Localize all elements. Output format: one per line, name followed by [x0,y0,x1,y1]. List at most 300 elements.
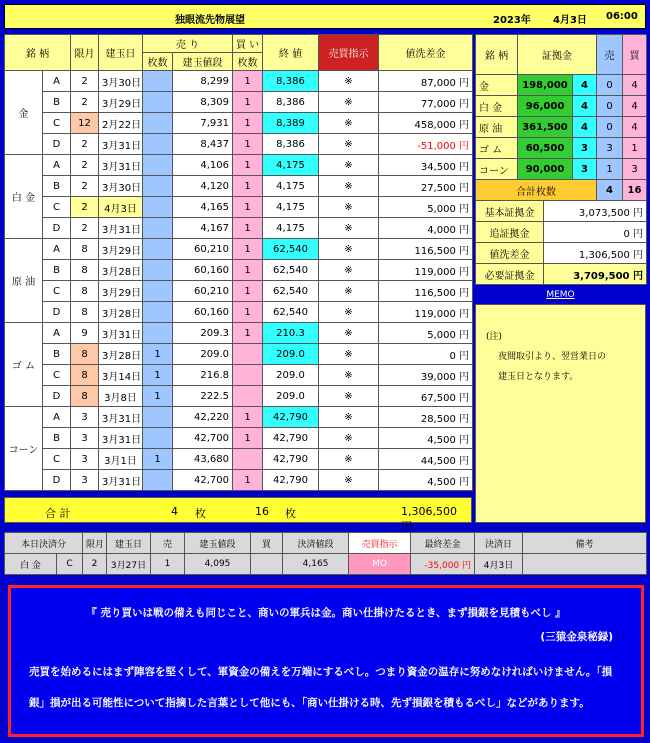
position-class: A [43,407,71,428]
settle-col: 売買指示 [349,533,411,554]
memo-line: 建玉日となります。 [498,372,579,382]
margin-units: 4 [573,96,597,117]
buy-qty: 1 [233,323,263,344]
sell-qty: 1 [143,365,173,386]
position-class: B [43,92,71,113]
close-price: 4,175 [263,176,319,197]
entry-date: 3月31日 [99,155,143,176]
margin-row [476,96,647,117]
title-bar [4,4,646,29]
margin-buy: 4 [623,96,647,117]
margin-sell: 0 [597,96,623,117]
mark-to-market: 4,000 円 [379,218,473,239]
trade-signal: ※ [319,197,379,218]
margin-total-buy: 16 [623,180,647,201]
margin-brand: 原 油 [476,117,518,138]
summary-label: 基本証拠金 [476,201,544,222]
close-price: 42,790 [263,407,319,428]
entry-price: 209.0 [173,344,233,365]
table-row [5,302,473,323]
col-date: 建玉日 [99,35,143,71]
entry-price: 4,167 [173,218,233,239]
report-time: 06:00 [606,11,638,22]
table-row [5,281,473,302]
entry-date: 3月8日 [99,386,143,407]
quote-commentary: 売買を始めるにはまず陣容を堅くして、軍資金の備えを万端にするべし。つまり資金の温存に努めなければいけません。「損銀」損が出る可能性について指摘した言葉として他にも、「商い仕掛ける時、先ず損銀を積もるべし」などがあります。 [29,666,613,709]
table-row [5,344,473,365]
settle-col: 備考 [523,533,647,554]
margin-brand: コーン [476,159,518,180]
settle-col: 買 [251,533,283,554]
trade-signal: ※ [319,449,379,470]
margin-col-buy: 買 [623,35,647,75]
margin-sell: 0 [597,117,623,138]
total-row [4,497,472,533]
close-price: 62,540 [263,281,319,302]
position-class: B [43,176,71,197]
margin-row [476,159,647,180]
entry-price: 60,210 [173,281,233,302]
contract-month: 3 [71,428,99,449]
memo-link[interactable]: MEMO [475,287,646,304]
entry-price: 8,309 [173,92,233,113]
entry-price: 43,680 [173,449,233,470]
margin-brand: 金 [476,75,518,96]
buy-qty: 1 [233,155,263,176]
contract-month: 3 [71,470,99,491]
trade-signal: ※ [319,218,379,239]
trade-signal: ※ [319,239,379,260]
position-class: C [43,197,71,218]
contract-month: 8 [71,302,99,323]
trade-signal: ※ [319,92,379,113]
total-diff: 1,306,500 円 [401,505,457,533]
position-class: D [43,386,71,407]
margin-row [476,75,647,96]
table-row [5,218,473,239]
close-price: 62,540 [263,239,319,260]
position-class: B [43,260,71,281]
buy-qty: 1 [233,134,263,155]
close-price: 8,386 [263,71,319,92]
entry-date: 2月22日 [99,113,143,134]
margin-col-amount: 証拠金 [518,35,597,75]
sell-qty [143,323,173,344]
position-class: D [43,134,71,155]
settle-col: 売 [151,533,185,554]
contract-month: 3 [71,449,99,470]
position-class: A [43,155,71,176]
buy-qty: 1 [233,239,263,260]
mark-to-market: 34,500 円 [379,155,473,176]
buy-qty [233,365,263,386]
sell-qty [143,92,173,113]
brand-name: コーン [5,407,43,491]
close-price: 8,386 [263,134,319,155]
buy-qty: 1 [233,302,263,323]
margin-buy: 3 [623,159,647,180]
mark-to-market: 87,000 円 [379,71,473,92]
settle-cell: -35,000 円 [411,554,475,575]
entry-date: 3月29日 [99,239,143,260]
buy-qty [233,449,263,470]
contract-month: 8 [71,365,99,386]
trade-signal: ※ [319,113,379,134]
entry-price: 60,210 [173,239,233,260]
entry-date: 3月30日 [99,176,143,197]
trade-signal: ※ [319,386,379,407]
col-price: 建玉値段 [173,53,233,71]
close-price: 209.0 [263,365,319,386]
total-buy-unit: 枚 [285,507,296,520]
page-title: 独眼流先物展望 [175,15,245,26]
contract-month: 2 [71,134,99,155]
sell-qty [143,239,173,260]
settle-cell: MO [349,554,411,575]
summary-label: 必要証拠金 [476,264,544,285]
margin-total-label: 合計枚数 [476,180,597,201]
margin-buy: 4 [623,117,647,138]
entry-price: 209.3 [173,323,233,344]
position-class: B [43,344,71,365]
table-row [5,134,473,155]
close-price: 62,540 [263,260,319,281]
brand-name: 金 [5,71,43,155]
settle-col: 建玉日 [107,533,151,554]
brand-name: 白 金 [5,155,43,239]
col-buy: 買 い [233,35,263,53]
entry-date: 3月28日 [99,344,143,365]
margin-summary [475,200,647,285]
settle-cell: C [57,554,83,575]
margin-total-sell: 4 [597,180,623,201]
entry-date: 3月31日 [99,218,143,239]
margin-amount: 60,500 [518,138,573,159]
entry-price: 42,220 [173,407,233,428]
entry-price: 60,160 [173,260,233,281]
contract-month: 2 [71,197,99,218]
sell-qty [143,176,173,197]
table-row [5,365,473,386]
mark-to-market: 116,500 円 [379,281,473,302]
contract-month: 2 [71,176,99,197]
brand-name: 原 油 [5,239,43,323]
settle-cell: 4,165 [283,554,349,575]
margin-buy: 1 [623,138,647,159]
position-class: C [43,449,71,470]
mark-to-market: 28,500 円 [379,407,473,428]
margin-amount: 96,000 [518,96,573,117]
margin-sell: 0 [597,75,623,96]
entry-date: 3月31日 [99,407,143,428]
settle-cell: 4月3日 [475,554,523,575]
trade-signal: ※ [319,428,379,449]
contract-month: 8 [71,386,99,407]
position-class: A [43,323,71,344]
settle-cell: 2 [83,554,107,575]
entry-date: 3月31日 [99,428,143,449]
col-signal: 売買指示 [319,35,379,71]
position-class: A [43,71,71,92]
summary-row [476,201,647,222]
summary-label: 追証拠金 [476,222,544,243]
close-price: 8,386 [263,92,319,113]
mark-to-market: 4,500 円 [379,428,473,449]
sell-qty: 1 [143,344,173,365]
settle-col: 決済値段 [283,533,349,554]
entry-date: 3月31日 [99,470,143,491]
buy-qty: 1 [233,71,263,92]
margin-table [475,34,647,201]
position-class: C [43,365,71,386]
mark-to-market: 77,000 円 [379,92,473,113]
buy-qty: 1 [233,197,263,218]
close-price: 209.0 [263,386,319,407]
col-close: 終 値 [263,35,319,71]
col-buy-qty: 枚数 [233,53,263,71]
entry-date: 3月1日 [99,449,143,470]
entry-price: 4,106 [173,155,233,176]
entry-date: 3月30日 [99,71,143,92]
table-row [5,239,473,260]
entry-price: 60,160 [173,302,233,323]
quote-source: (三猿金泉秘録) [540,631,613,643]
entry-price: 7,931 [173,113,233,134]
entry-price: 216.8 [173,365,233,386]
mark-to-market: 4,500 円 [379,470,473,491]
table-row [5,407,473,428]
position-class: C [43,281,71,302]
contract-month: 12 [71,113,99,134]
report-year: 2023年 [493,15,531,26]
margin-brand: ゴ ム [476,138,518,159]
trade-signal: ※ [319,71,379,92]
buy-qty [233,386,263,407]
margin-units: 4 [573,117,597,138]
summary-label: 値洗差金 [476,243,544,264]
margin-row [476,117,647,138]
margin-col-sell: 売 [597,35,623,75]
entry-price: 8,437 [173,134,233,155]
close-price: 42,790 [263,449,319,470]
margin-units: 4 [573,75,597,96]
settle-col: 限月 [83,533,107,554]
mark-to-market: 458,000 円 [379,113,473,134]
close-price: 42,790 [263,428,319,449]
position-class: C [43,113,71,134]
mark-to-market: 0 円 [379,344,473,365]
summary-row [476,243,647,264]
settlement-table [4,532,647,575]
close-price: 4,175 [263,155,319,176]
sell-qty [143,470,173,491]
table-row [5,428,473,449]
settle-col: 決済日 [475,533,523,554]
buy-qty: 1 [233,113,263,134]
contract-month: 8 [71,281,99,302]
report-date: 4月3日 [553,15,587,26]
quote-text: 『 売り買いは戦の備えも同じこと、商いの軍兵は金。商い仕掛けたるとき、まず損銀を見積もべし 』 [86,607,566,619]
settle-cell [523,554,647,575]
position-class: D [43,218,71,239]
position-class: A [43,239,71,260]
table-row [5,155,473,176]
mark-to-market: 27,500 円 [379,176,473,197]
entry-date: 3月29日 [99,281,143,302]
contract-month: 8 [71,260,99,281]
entry-date: 3月28日 [99,260,143,281]
total-label: 合 計 [45,507,71,520]
contract-month: 2 [71,155,99,176]
buy-qty: 1 [233,260,263,281]
summary-value: 1,306,500 円 [544,243,647,264]
margin-amount: 361,500 [518,117,573,138]
quote-box [8,585,644,737]
entry-date: 3月28日 [99,302,143,323]
buy-qty: 1 [233,92,263,113]
trade-signal: ※ [319,281,379,302]
margin-amount: 90,000 [518,159,573,180]
memo-line: 夜間取引より、翌営業日の [498,352,607,362]
settle-col: 最終差金 [411,533,475,554]
buy-qty: 1 [233,470,263,491]
total-buy-qty: 16 [255,505,269,518]
buy-qty: 1 [233,281,263,302]
entry-price: 8,299 [173,71,233,92]
settle-col: 建玉値段 [185,533,251,554]
mark-to-market: 44,500 円 [379,449,473,470]
table-row [5,92,473,113]
buy-qty [233,344,263,365]
settle-col: 本日決済分 [5,533,83,554]
entry-date: 3月31日 [99,323,143,344]
sell-qty [143,260,173,281]
buy-qty: 1 [233,176,263,197]
sell-qty [143,134,173,155]
memo-line: (注) [486,332,503,342]
table-row [5,197,473,218]
entry-date: 4月3日 [99,197,143,218]
close-price: 8,389 [263,113,319,134]
contract-month: 2 [71,71,99,92]
trade-signal: ※ [319,323,379,344]
sell-qty [143,407,173,428]
settle-cell: 白 金 [5,554,57,575]
margin-brand: 白 金 [476,96,518,117]
entry-price: 4,165 [173,197,233,218]
margin-units: 3 [573,159,597,180]
table-row [5,470,473,491]
settle-cell: 4,095 [185,554,251,575]
brand-name: ゴ ム [5,323,43,407]
trade-signal: ※ [319,365,379,386]
margin-sell: 1 [597,159,623,180]
entry-date: 3月14日 [99,365,143,386]
entry-date: 3月31日 [99,134,143,155]
entry-price: 42,700 [173,428,233,449]
sell-qty [143,428,173,449]
table-row [5,260,473,281]
contract-month: 3 [71,407,99,428]
sell-qty [143,197,173,218]
entry-date: 3月29日 [99,92,143,113]
total-sell-unit: 枚 [195,507,206,520]
col-sell-qty: 枚数 [143,53,173,71]
trade-signal: ※ [319,407,379,428]
contract-month: 2 [71,92,99,113]
table-row [5,71,473,92]
mark-to-market: 5,000 円 [379,323,473,344]
table-row [5,113,473,134]
margin-row [476,138,647,159]
table-row [5,323,473,344]
contract-month: 9 [71,323,99,344]
table-row [5,386,473,407]
memo-box [475,304,646,523]
total-sell-qty: 4 [171,505,178,518]
close-price: 210.3 [263,323,319,344]
summary-row [476,222,647,243]
sell-qty [143,113,173,134]
summary-value: 0 円 [544,222,647,243]
sell-qty [143,218,173,239]
trade-signal: ※ [319,176,379,197]
trade-signal: ※ [319,470,379,491]
mark-to-market: 5,000 円 [379,197,473,218]
mark-to-market: -51,000 円 [379,134,473,155]
position-class: D [43,470,71,491]
position-class: D [43,302,71,323]
margin-buy: 4 [623,75,647,96]
close-price: 209.0 [263,344,319,365]
entry-price: 4,120 [173,176,233,197]
col-brand: 銘 柄 [5,35,71,71]
sell-qty [143,281,173,302]
summary-row [476,264,647,285]
margin-units: 3 [573,138,597,159]
close-price: 4,175 [263,218,319,239]
mark-to-market: 116,500 円 [379,239,473,260]
close-price: 4,175 [263,197,319,218]
position-class: B [43,428,71,449]
trade-signal: ※ [319,134,379,155]
sell-qty [143,302,173,323]
sell-qty [143,71,173,92]
buy-qty: 1 [233,428,263,449]
sell-qty: 1 [143,386,173,407]
buy-qty: 1 [233,407,263,428]
settle-cell [251,554,283,575]
table-row [5,176,473,197]
margin-amount: 198,000 [518,75,573,96]
contract-month: 2 [71,218,99,239]
positions-table [4,34,473,491]
trade-signal: ※ [319,155,379,176]
margin-col-brand: 銘 柄 [476,35,518,75]
close-price: 62,540 [263,302,319,323]
mark-to-market: 119,000 円 [379,302,473,323]
contract-month: 8 [71,344,99,365]
buy-qty: 1 [233,218,263,239]
mark-to-market: 67,500 円 [379,386,473,407]
margin-sell: 3 [597,138,623,159]
col-sell: 売 り [143,35,233,53]
close-price: 42,790 [263,470,319,491]
sell-qty: 1 [143,449,173,470]
trade-signal: ※ [319,344,379,365]
table-row [5,449,473,470]
settle-row [5,554,647,575]
